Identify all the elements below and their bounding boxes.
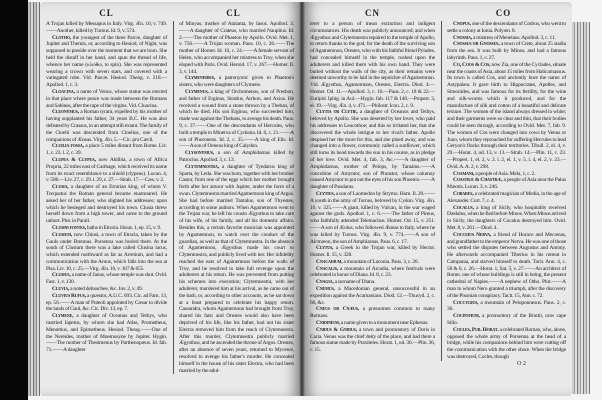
dictionary-entry [447, 191, 566, 205]
entry-headword: Cnacadium, [316, 258, 343, 265]
entry-text: a daughter of Oceanus and Tethys, who married Iapetus, by whom she had Atlas, Prometheus, Menœtius, and Epimetheus. Hesiod. Theog.——One of the Nereides, mother of Mnemosyne by Jupiter. Hygin.——The mother of Thesimenus by Parthenopæus. Id. fab. 71.——A daughter [46, 313, 167, 354]
running-head: CL [99, 8, 114, 18]
left-page [40, 2, 300, 396]
entry-text: a people of Asia. Mela, 1, c. 2. [475, 170, 536, 177]
dictionary-entry [179, 21, 294, 75]
right-page [304, 2, 572, 396]
entry-headword: Clytia or Clytie, [316, 109, 358, 116]
background-left [0, 0, 28, 400]
entry-text: a celebrated magician of Media, in the age of Alexander. Curt. 7, c. 4. [447, 190, 566, 204]
dictionary-entry [179, 150, 294, 164]
entry-headword: Clytius, [316, 190, 335, 197]
text-columns [46, 21, 294, 374]
page-edges-right [572, 22, 590, 394]
entry-text: of Minyas, mother of Atalanta, by Iasus. Apollod. 3.——A daughter of Crateus, who married Nauplius. Id. 2.——The mother of Phaeton by Apollo. Ovid. Met. 1, v. 756.——A Trojan woman. Paus. 10, c. 26.——The mother of Homer. Id. 10, c. 24.——A female servant of Helen, who accompanied her mistress to Troy, when she eloped with Paris. Ovid. Heroid. 17, v. 267.—Homer. Il. 3, v. 144. [179, 21, 294, 75]
text-column [46, 21, 167, 374]
entry-headword: Cloacina, [52, 88, 75, 95]
running-heads [46, 8, 294, 21]
dictionary-entry [46, 35, 167, 89]
entry-headword: Coamani, [453, 170, 475, 177]
entry-headword: Clusius, [52, 272, 71, 279]
entry-text: a king of Sicily, who hospitably received Dædalus, when he fled before Minos. When Minos arrived in Sicily, the daughters of Cocalus destroyed him. Ovid. Met. 8, v. 261.—Diod. 4. [447, 204, 566, 231]
entry-text: a town and promontory of Doris in Caria. Venus was the chief deity of the place, and had there a famous statue made by Praxiteles. Horat. 1, od. 30.—Plin. 36, c. 15. [310, 326, 436, 354]
entry-text: a name given to a monument near Ephesus. [340, 320, 429, 327]
text-column [441, 21, 566, 361]
entry-text: a Greek in the Trojan war, killed by Hector. Homer. Il. 15, v. 328. [310, 245, 435, 259]
entry-text: a mountain of Arcadia, where festivals were celebrated in honor of Diana. Id. 8, c. 23. [310, 265, 435, 279]
entry-text: the youngest of the three Parcæ, daughter of Jupiter and Themis, or, according to Hesiod, of Night, was supposed to preside over the moment that we are born. She held the distaff in her hand, and spun the thread of life, whence her name (κλωθω, to spin). She was represented wearing a crown with seven stars, and covered with a variegated robe. Vid. Parcæ. Hesiod. Theog. v. 218.—Apollod. 1, c. 3. [46, 34, 167, 89]
dictionary-entry [46, 89, 167, 109]
entry-text: a prænomen common to many Romans. [310, 306, 435, 320]
entry-headword: Clymeneides, [185, 75, 216, 82]
entry-headword: Cnossus or Gnossus, [453, 41, 500, 48]
dictionary-entry [310, 320, 435, 327]
entry-text: a noted debauchee, &c. Juv. 2, v. 49. [70, 286, 143, 293]
entry-headword: Cluvius Rufus, [52, 292, 86, 299]
entry-headword: Cocceius Nerva, [453, 231, 492, 238]
entry-text: a Macedonian general, unsuccessful in an expedition against the Acarnanians. Diod. 12.—Thucyd. 2, c. 66, &c. [310, 286, 435, 306]
entry-text: a place 5 miles distant from Rome. Liv. 1, c. 23. l. 2, c. 39. [46, 143, 167, 157]
dictionary-entry [310, 306, 435, 320]
entry-headword: Cneus or Cnæus, [316, 306, 360, 313]
entry-headword: Clotho, [52, 34, 71, 41]
entry-headword: Clupea & Clypea, [52, 156, 96, 163]
dictionary-entry [447, 21, 566, 35]
text-columns [310, 21, 566, 361]
entry-headword: Coccygius, [453, 299, 479, 306]
signature-mark: O 2 [517, 360, 526, 367]
entry-text: a name of Janus, whose temple was shut. Ovid. Fast. 1, v. 130. [46, 272, 167, 286]
running-head: CO [495, 8, 512, 18]
text-column [310, 21, 435, 361]
page-edges-left [28, 2, 40, 396]
entry-headword: Cobares, [453, 190, 474, 197]
entry-headword: Cocinthum, [453, 313, 480, 320]
entry-text: a people of Asia near the Palus Mæotis. Lucan. 3, v. 246. [447, 177, 566, 191]
entry-headword: Coastræ & Chastræ, [453, 177, 503, 184]
entry-headword: Cluvia, [52, 286, 70, 293]
dictionary-entry [447, 327, 566, 361]
entry-text: a mistress of Menelaus. Apollod. 3, c. 11. [472, 34, 556, 41]
entry-headword: Clytemnestra, [185, 163, 219, 170]
entry-headword: Clymene, [52, 313, 74, 320]
entry-headword: Clusini fontes, [52, 224, 86, 231]
dictionary-entry [447, 232, 566, 300]
dictionary-entry [46, 286, 167, 293]
dictionary-entry [447, 41, 566, 61]
dictionary-entry [46, 184, 167, 225]
entry-text: a friend of Horace and Mecænas, and grandfather to the emperor Nerva. He was one of those who settled the disputes between Augustus and Antony. He afterwards accompanied Tiberius in his retreat in Campania, and starved himself to death. Tacit. Ann. 4, c. 58 & 6, c. 26.—Horat. 1, Sat. 5, v. 27.——An architect of Rome, one of whose buildings is still in being, the present cathedral of Naples.——A nephew of Otho. Plut.——A man to whom Nero granted a triumph, after the discovery of the Pisonian conspiracy. Tacit. 15, Ann. c. 72. [447, 231, 566, 299]
entry-headword: Clytus, [316, 245, 334, 252]
entry-text: a son of Amphidamas killed by Patroclus. Apollod. 3, c. 13. [179, 150, 294, 163]
dictionary-entry [447, 205, 566, 232]
dictionary-entry [46, 157, 167, 184]
entry-headword: Clysonymus, [185, 150, 214, 157]
dictionary-entry [310, 327, 435, 354]
entry-text: baths in Etruria. Horat. 1, ep. 15, v. 9. [86, 224, 162, 231]
entry-text: now Zia, one of the Cyclades, situate near the coasts of Asia, about 15 miles from Halicarnassus. Its town is called Cos, and anciently bore the name of Astypalæa. It gave birth to Hippocrates, Apelles, and Simonides, and was famous for its fertility, for the wine and silk-worms which it produced, and for the manufacture of silk and cotton of a beautiful and delicate texture. The women of the island always dressed in white; and their garments were so clear and thin, that their bodies could be seen through, according to Ovid. Met. 7, fab. 9. The women of Cos were changed into cows by Venus or Juno, whom they reproached for suffering Hercules to lead Geryon's flocks through their territories. Tibull. 2, el. 4, v. 29.—Horat. 4, od. 13, v. 13.—Strab. 14.—Plin. 11, c. 23.—Propert. 1, el. 2, v. 2. l. 2, el. 1, v. 5. l. 4, el. 2, v. 23.—Ovid. A. A. 2, v. 298. [447, 61, 566, 170]
text-column [173, 21, 294, 374]
entry-text: A Trojan killed by Messapus in Italy. Virg. Æn. 10, v. 749.——Another, killed by Turnus. Id. 9, v. 574. [46, 21, 167, 34]
entry-headword: Cnidus & Gnidus, [316, 326, 357, 333]
entry-text: a celebrated Roman, who, alone, opposed the whole army of Porsenna at the head of a bridge, while his companions behind him were cutting off the communication with the other shore. When the bridge was destroyed, Cocles, though [447, 326, 566, 361]
dictionary-entry [310, 21, 435, 109]
dictionary-entry [310, 109, 435, 191]
entry-text: a king of Orchomenos, son of Presbon, and father of Erginus, Stratius, Arrhon, and Axius. He received a wound from a stone thrown by a Theban, of which he died. His son Erginus, who succeeded him, made war against the Thebans, to avenge his death. Paus. 9, c. 37.——One of the descendants of Hercules, who built a temple to Minerva of Cydonia. Id. 6, c. 21.——A son of Phoroneus. Id. 2, c. 35.——A king of Elis. Id.——A son of Oeneus king of Calydon. [179, 88, 294, 150]
entry-text: a son of Laomedon by Strymo. Hom. Il. 20.——A youth in the army of Turnus, beloved by Cydon. Virg. Æn. 10, v. 325.——A giant, killed by Vulcan, in the war waged against the gods. Apollod. 1, c. 6.——The father of Pireus, who faithfully attended Telemachus. Homer. Od. 15, v. 251.——A son of Æolus, who followed Æneas to Italy, where he was killed by Turnus. Virg. Æn. 9, v. 774.——A son of Alcmæon, the son of Amphiaraus. Paus. 6, c. 17. [310, 190, 435, 245]
entry-text: a mountain of Peloponnesus. Paus. 2, c. 36. [447, 299, 566, 313]
entry-text: a name of Venus, whose statue was erected in that place where peace was made between the Romans and Sabines, after the rape of the virgins. Vid. Cluacina. [46, 88, 167, 109]
entry-headword: Cnidinium, [316, 320, 340, 327]
entry-headword: Cocles, Pub. Horat. [453, 326, 499, 333]
running-head: CL [226, 8, 241, 18]
dictionary-entry [46, 225, 167, 232]
entry-headword: Co, Coos & Cos, [453, 61, 491, 68]
dictionary-entry [46, 293, 167, 313]
dictionary-entry [447, 300, 566, 314]
entry-headword: Cluilia fossa, [52, 143, 84, 150]
entry-text: a daughter of Tyndarus king of Sparta, by Leda. She was born, together with her brother Castor, from one of the eggs which her mother brought forth after her amour with Jupiter, under the form of a swan. Clytemnestra married Agamemnon king of Argos. She had before married Tantalus, son of Thyestes, according to some authors. When Agamemnon went to the Trojan war, he left his cousin Ægysthus to take care of his wife, of his family, and all his domestic affairs. Besides this, a certain favorite musician was appointed by Agamemnon, to watch over the conduct of the guardian, as well as that of Clytemnestra. In the absence of Agamemnon, Ægysthus made his court to Clytemnestra, and publicly lived with her. Her infidelity reached the ears of Agamemnon before the walls of Troy, and he resolved to take full revenge upon the adulterers at his return. He was prevented from putting his schemes into execution; Clytemnestra, with her adulterer, murdered him at his arrival, as he came out of the bath, or, according to other accounts, as he sat down at a feast prepared to celebrate his happy return. Cassandra, whom Agamemnon had brought from Troy, shared his fate; and Orestes would also have been deprived of his life, like his father, had not his sister Electra removed him from the reach of Clytemnestra. After this murder, Clytemnestra publicly married Ægysthus, and he ascended the throne of Argos. Orestes, after an absence of seven years, returned to Mycenæ, resolved to avenge his father's murder. He concealed himself in the house of his sister Electra, who had been married by the adul- [179, 163, 294, 374]
entry-text: a quæstor, A.U.C. 693. Cic. ad Fam. 13, ep. 56.——A man of Puteoli appointed by Cæsar to divide the lands of Gaul, &c. Cic. Div. 13, ep. 7. [46, 292, 167, 313]
entry-headword: Clusium, [52, 231, 73, 238]
entry-headword: Cnopus, [453, 21, 471, 27]
entry-text: a Roman tyrant, expelled by his mother of having supplanted his father, 34 years B.C. He was also defeated by Crassus, in an attempt still extant. The family of the Cloelii was descended from Cloelius, one of the companions of Æneas. Virg. Æn. 5.—Cic. pro Cæcil. [46, 109, 167, 143]
entry-headword: Cocalus, [453, 204, 474, 211]
dictionary-entry [447, 313, 566, 327]
dictionary-entry [179, 75, 294, 89]
entry-headword: Cnagia, [316, 279, 334, 286]
entry-headword: Clymenus, [185, 88, 209, 95]
dictionary-entry [46, 143, 167, 157]
dictionary-entry [310, 191, 435, 245]
dictionary-entry [46, 272, 167, 286]
dictionary-entry [46, 109, 167, 143]
entry-text: a promontory of the Bruttii, now cape Stilo. [447, 313, 566, 327]
entry-headword: Cleonymus, [52, 109, 79, 116]
entry-headword: Cnacalis, [316, 265, 339, 272]
entry-text: a daughter of an Etrurian king, of whom V. Torquatus the Roman general became enamoured. He asked her of her father, who slighted his addresses; upon which he besieged and destroyed his town. Clusia threw herself down from a high tower, and came to the ground unhurt. Plut. in Parall. [46, 184, 167, 225]
book-gutter [299, 2, 305, 396]
entry-text: a town of Crete, about 25 stadia from the sea. It was built by Minos, and had a famous labyrinth. Paus. 1, c. 27. [447, 41, 566, 61]
entry-text: terer to a person of mean extraction and indigent circumstances. His death was publicly announced; and when Ægysthus and Clytemnestra repaired to the temple of Apollo, to return thanks to the god, for the death of the surviving son of Agamemnon, Orestes, who with his faithful friend Pylades, had concealed himself in the temple, rushed upon the adulterers and killed them with his own hand. They were buried without the walls of the city, as their remains were deemed unworthy to be laid in the sepulchre of Agamemnon. Vid. Ægysthus, Agamemnon, Orestes, Electra. Diod. 4.—Homer. Od. 11.—Apollod. 3, c. 10.—Paus. 2, c. 18 & 22.—Euripid. Iphig. in Aul.—Hygin. fab. 117 & 140.—Propert. 3, el. 19.—Virg. Æn. 4, v. 471.—Philostr. Icon. 2, c. 9. [310, 21, 436, 109]
dictionary-entry [310, 245, 435, 259]
dictionary-entry [310, 259, 435, 266]
dictionary-entry [447, 62, 566, 171]
entry-text: one of the descendants of Codrus, who went to settle a colony at Ionia. Polyæn. 8. [447, 21, 566, 34]
entry-text: now Aklibia, a town of Africa Propria, 22 miles east of Carthage, which received its name from its exact resemblance to a shield (clypeus). Lucan. 4, v. 586.—Liv. 27, c. 29. l. 29, c. 27.—Strab. 17.—Cæs. v. 2. [46, 156, 167, 184]
dictionary-entry [310, 266, 435, 280]
entry-text: a patronymic given to Phaeton's sisters, who were daughters of Clymene. [179, 75, 294, 89]
entry-text: now Chiusi, a town of Etruria, taken by the Gauls under Brennus. Porsenna was buried there. At the south of Clusium there was a lake called Clusina lacus, which extended northward as far as Arretium, and had a communication with the Arnus, which falls into the sea at Pisa. Liv. 10, c. 25.—Virg. Æn. 10, v. 167 & 655. [46, 231, 167, 272]
running-head: CN [365, 8, 380, 18]
dictionary-entry [447, 177, 566, 191]
entry-headword: Cnossia, [453, 34, 473, 41]
dictionary-entry [179, 164, 294, 375]
dictionary-entry [310, 286, 435, 306]
running-heads [310, 8, 566, 21]
dictionary-entry [179, 89, 294, 150]
dictionary-entry [46, 232, 167, 273]
entry-text: a daughter of Oceanus and Tethys, beloved by Apollo. She was deserted by her lover, who paid his addresses to Leucothoe; and this so irritated her, that she discovered the whole intrigue to her rival's father. Apollo despised her the more for this, and she pined away, and was changed into a flower, commonly called a sunflower, which still turns its head towards the sun in his course, as in pledge of her love. Ovid. Met. 4, fab. 3, &c.——A daughter of Amphidamas, mother of Pelops, by Tantalus.——A concubine of Amyntor, son of Phrastor, whose calumny caused Amyntor to put out the eyes of his son Phoenix.——A daughter of Pandarus. [310, 109, 435, 191]
dictionary-entry [46, 313, 167, 354]
dictionary-entry [46, 21, 167, 35]
entry-headword: Cnemus, [316, 286, 335, 293]
entry-headword: Clusia, [52, 184, 69, 191]
entry-text: a mountain of Laconia. Paus. 3, c. 20. [343, 258, 419, 265]
entry-text: a surname of Diana. [334, 279, 376, 286]
